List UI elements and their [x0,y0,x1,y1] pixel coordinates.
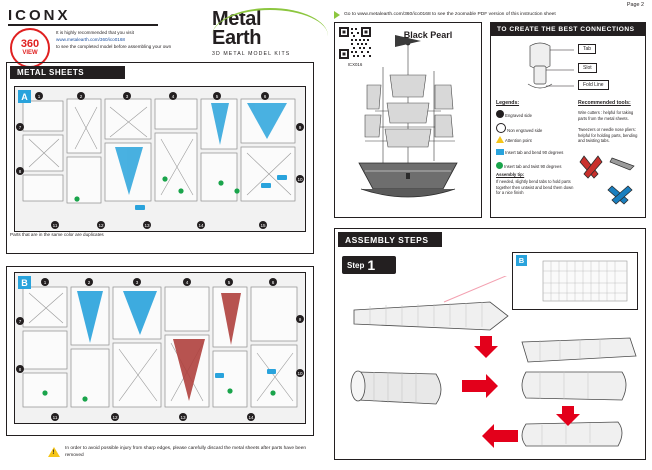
svg-text:9: 9 [298,124,302,130]
svg-text:7: 7 [18,318,22,324]
connection-diagram [494,40,644,96]
svg-text:11: 11 [52,222,58,228]
pdf-version-note [334,10,646,19]
page-number: Page 2 [626,2,644,8]
step-1-badge [342,256,396,274]
svg-text:4: 4 [185,279,189,285]
warning-triangle-icon [48,447,60,457]
360-badge-subtext: VIEW [22,50,38,57]
svg-text:8: 8 [18,366,22,372]
svg-text:10: 10 [297,176,303,182]
legend-item-3 [496,149,576,156]
svg-text:15: 15 [260,222,266,228]
sheet-a-label: A [18,90,31,103]
engraved-side-icon [496,110,504,118]
sheet-b-label: B [18,276,31,289]
assembly-steps-title: ASSEMBLY STEPS [338,232,442,247]
fold-line-label: Fold Line [578,80,609,90]
legend-title: Legends: [496,100,520,106]
assembly-tip-text: If needed, slightly bend tabs to hold parts together then untwist and bend them down for a nice finish [496,179,574,196]
slot-label: Slot [578,63,597,73]
svg-text:3: 3 [125,93,129,99]
svg-text:5: 5 [227,279,231,285]
svg-text:13: 13 [180,414,186,420]
view-note [56,29,236,50]
step-number: 1 [367,257,376,273]
legend-item-2-label: Attention point [504,138,532,143]
svg-text:4: 4 [171,93,175,99]
svg-text:7: 7 [18,124,22,130]
svg-text:2: 2 [87,279,91,285]
svg-text:12: 12 [98,222,104,228]
pdf-note-text: Go to www.metalearth.com/360/ico0168 to see the zoomable PDF version of this instruction sheet [344,12,556,17]
legend-item-2 [496,136,576,144]
metal-sheet-b-diagram [14,272,306,424]
non-engraved-side-icon [496,123,506,133]
tool-item-0: Wire cutters : helpful for taking parts from the metal sheets. [578,110,634,121]
svg-text:1: 1 [43,279,47,285]
view-note-line-1: It is highly recommended that you visit [56,30,134,35]
360-badge-number: 360 [20,38,40,51]
view-note-link[interactable]: www.metalearth.com/360/ico0168 [56,37,125,43]
svg-text:8: 8 [18,168,22,174]
legend-item-3-label: Insert tab and bend 90 degrees [505,150,564,155]
legend-item-0 [496,110,576,119]
svg-text:6: 6 [263,93,267,99]
step-1-diagram [340,276,640,454]
svg-text:9: 9 [298,316,302,322]
svg-text:11: 11 [52,414,58,420]
svg-text:10: 10 [297,370,303,376]
duplicate-color-note: Parts that are in the same color are duplicates [10,232,104,237]
warning-text: In order to avoid possible injury from sharp edges, please carefully discard the metal sheets after parts have been removed [65,445,307,458]
twist-90-icon [496,162,503,169]
tab-label: Tab [578,44,596,54]
step-label: Step [347,260,365,270]
recommended-tools-title: Recommended tools: [578,100,631,106]
assembly-tip-title: Assembly tip: [496,172,525,177]
svg-text:5: 5 [215,93,219,99]
arrow-right-icon [334,11,340,19]
legend-item-1 [496,123,576,134]
model-sku: ICX016 [347,62,363,67]
step-detail-sheet-label: B [516,255,527,266]
logo-tagline: 3D METAL MODEL KITS [212,51,291,57]
sharp-edges-warning [48,443,318,461]
iconx-brand-title: ICONX [8,6,158,26]
sheet-a-parts-svg [15,87,305,231]
tools-illustration [578,152,640,208]
bend-90-icon [496,149,504,155]
legend-item-4 [496,162,576,170]
metal-sheet-a-diagram [14,86,306,232]
legend-item-1-label: Non engraved side [507,128,543,133]
svg-text:3: 3 [135,279,139,285]
attention-point-icon [496,136,504,143]
metal-sheets-title: METAL SHEETS [10,66,125,79]
svg-text:12: 12 [112,414,118,420]
svg-text:14: 14 [198,222,204,228]
qr-code-icon[interactable] [338,26,372,60]
svg-text:13: 13 [144,222,150,228]
svg-text:2: 2 [79,93,83,99]
svg-text:6: 6 [271,279,275,285]
svg-text:1: 1 [37,93,41,99]
svg-text:14: 14 [248,414,254,420]
logo-line-2: Earth [212,27,262,49]
metal-earth-logo [212,10,332,57]
view-note-line-3: to see the completed model before assembling your own [56,44,172,50]
logo-line-1: Metal [212,8,262,30]
connections-title: TO CREATE THE BEST CONNECTIONS [490,22,646,36]
model-name: Black Pearl [403,30,453,40]
tool-item-1: Tweezers or needle nose pliers: helpful for holding parts, bending and twisting tabs. [578,127,638,144]
legend-item-4-label: Insert tab and twist 90 degrees [504,164,562,169]
legend-item-0-label: Engraved side [505,113,532,118]
sheet-b-parts-svg [15,273,305,423]
